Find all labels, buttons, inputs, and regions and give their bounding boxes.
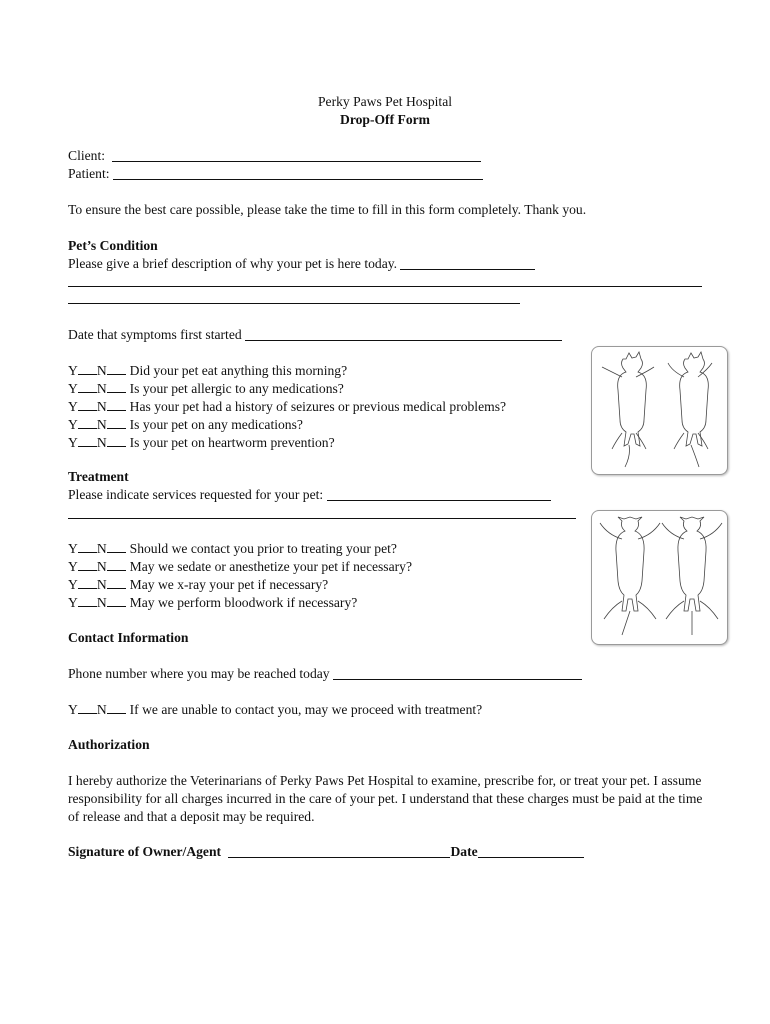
yes-label: Y [68, 417, 78, 432]
question-text: Is your pet on any medications? [129, 417, 303, 432]
no-blank[interactable] [107, 433, 126, 447]
yes-blank[interactable] [78, 539, 97, 553]
question-text: Should we contact you prior to treating your pet? [129, 541, 397, 556]
phone-field [68, 665, 582, 683]
yes-blank[interactable] [78, 433, 97, 447]
yes-blank[interactable] [78, 379, 97, 393]
no-label: N [96, 399, 107, 414]
dog-body-diagram-icon [592, 511, 727, 644]
yes-label: Y [68, 702, 78, 717]
pets-condition-heading: Pet’s Condition [68, 238, 158, 253]
question-text: May we x-ray your pet if necessary? [129, 577, 329, 592]
yes-label: Y [68, 381, 78, 396]
symptoms-date-field [68, 326, 562, 344]
no-blank[interactable] [107, 361, 126, 375]
yn-question-row [68, 557, 412, 576]
no-label: N [96, 417, 107, 432]
cat-body-diagram-icon [592, 347, 727, 474]
services-field [68, 486, 551, 504]
no-blank[interactable] [107, 593, 126, 607]
no-label: N [96, 381, 107, 396]
yes-label: Y [68, 577, 78, 592]
yn-question-row [68, 575, 328, 594]
signature-input[interactable] [228, 843, 450, 858]
client-label: Client: [68, 148, 106, 163]
treatment-heading: Treatment [68, 469, 129, 484]
no-blank[interactable] [107, 415, 126, 429]
hospital-name: Perky Paws Pet Hospital [317, 94, 453, 109]
yes-blank[interactable] [78, 397, 97, 411]
yes-label: Y [68, 363, 78, 378]
dog-body-diagram [591, 510, 728, 645]
phone-label: Phone number where you may be reached today [68, 666, 330, 681]
no-label: N [96, 559, 107, 574]
reason-label: Please give a brief description of why your pet is here today. [68, 256, 398, 271]
symptoms-date-label: Date that symptoms first started [68, 327, 242, 342]
no-blank[interactable] [107, 575, 126, 589]
yes-blank[interactable] [78, 415, 97, 429]
yes-blank[interactable] [78, 557, 97, 571]
phone-input[interactable] [333, 665, 582, 680]
question-text: Has your pet had a history of seizures or previous medical problems? [129, 399, 507, 414]
no-label: N [96, 435, 107, 450]
no-label: N [96, 577, 107, 592]
yes-label: Y [68, 559, 78, 574]
signature-label: Signature of Owner/Agent [68, 844, 222, 859]
contact-heading: Contact Information [68, 630, 189, 645]
authorization-text: I hereby authorize the Veterinarians of Perky Paws Pet Hospital to examine, prescribe for, or treat your pet. I assume responsibility for all charges incurred in the care of your pet. I understand that these charges must be paid at the time of release and that a deposit may be required. [68, 773, 703, 824]
no-blank[interactable] [107, 557, 126, 571]
yes-blank[interactable] [78, 593, 97, 607]
yn-question-row [68, 379, 344, 398]
no-blank[interactable] [107, 700, 126, 714]
question-text: May we perform bloodwork if necessary? [129, 595, 358, 610]
form-title: Drop-Off Form [340, 112, 430, 127]
question-text: Did your pet eat anything this morning? [129, 363, 348, 378]
reason-field [68, 255, 535, 273]
yes-label: Y [68, 399, 78, 414]
symptoms-date-input[interactable] [245, 326, 562, 341]
question-text: If we are unable to contact you, may we proceed with treatment? [129, 702, 483, 717]
patient-field [68, 165, 483, 183]
cat-body-diagram [591, 346, 728, 475]
no-blank[interactable] [107, 397, 126, 411]
client-field [68, 147, 481, 165]
intro-text: To ensure the best care possible, please take the time to fill in this form completely. Thank you. [68, 202, 587, 217]
yes-label: Y [68, 541, 78, 556]
services-label: Please indicate services requested for your pet: [68, 487, 324, 502]
question-text: May we sedate or anesthetize your pet if necessary? [129, 559, 412, 574]
reason-input[interactable] [400, 255, 535, 270]
client-input[interactable] [112, 147, 481, 162]
authorization-heading: Authorization [68, 737, 150, 752]
yn-question-row [68, 397, 506, 416]
no-blank[interactable] [107, 539, 126, 553]
services-line-2[interactable] [68, 518, 576, 519]
date-input[interactable] [478, 843, 584, 858]
reason-line-3[interactable] [68, 303, 520, 304]
yn-question-row [68, 593, 357, 612]
reason-line-2[interactable] [68, 286, 702, 287]
yes-label: Y [68, 595, 78, 610]
question-text: Is your pet on heartworm prevention? [129, 435, 335, 450]
no-label: N [96, 541, 107, 556]
date-label: Date [450, 844, 478, 859]
patient-input[interactable] [113, 165, 483, 180]
signature-field [68, 843, 584, 861]
no-blank[interactable] [107, 379, 126, 393]
no-label: N [96, 702, 107, 717]
yn-question-row [68, 415, 303, 434]
proceed-question [68, 700, 482, 719]
patient-label: Patient: [68, 166, 110, 181]
yn-question-row [68, 539, 397, 558]
yn-question-row [68, 433, 335, 452]
yes-blank[interactable] [78, 361, 97, 375]
yes-blank[interactable] [78, 700, 97, 714]
yn-question-row [68, 361, 347, 380]
no-label: N [96, 363, 107, 378]
no-label: N [96, 595, 107, 610]
question-text: Is your pet allergic to any medications? [129, 381, 344, 396]
yes-label: Y [68, 435, 78, 450]
yes-blank[interactable] [78, 575, 97, 589]
services-input[interactable] [327, 486, 551, 501]
